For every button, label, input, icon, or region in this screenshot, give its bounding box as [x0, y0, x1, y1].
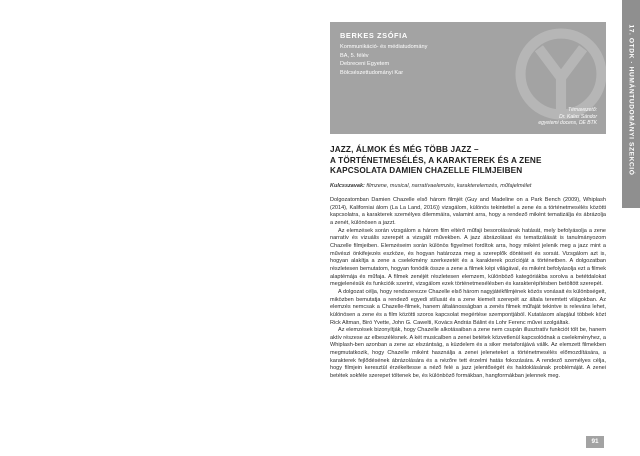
section-side-tab	[622, 0, 640, 208]
author-university: Debreceni Egyetem	[340, 61, 390, 68]
supervisor-info	[538, 107, 597, 127]
title-line: A TÖRTÉNETMESÉLÉS, A KARAKTEREK ÉS A ZENE	[330, 155, 542, 165]
supervisor-position: egyetemi docens, DE BTK	[538, 120, 597, 127]
author-field: Kommunikáció- és médiatudomány	[340, 44, 428, 50]
section-label: 17. OTDK · HUMÁNTUDOMÁNYI SZEKCIÓ	[627, 24, 635, 176]
author-semester: BA, 5. félév	[340, 52, 369, 59]
page-number: 91	[586, 436, 604, 448]
paragraph: Az elemzések bizonyítják, hogy Chazelle alkotásaiban a zene nem csupán illusztratív funkciót tölt be, hanem aktív részese az elbeszélésnek. A két musicalben a zenei betétek közvetlenül kapcsolódnak a cselekményhez, a Whiplash-ben azonban a zene az elszántság, a küzdelem és a siker metaforájává válik. Az elemzett filmekben megmutatkozik, hogy Chazelle miként használja a zenei jeleneteket a történetmesélés előmozdítására, a karakterek fejlődésének ábrázolására és a nézőre tett érzelmi hatás fokozására. A rendező személyes célja, hogy filmjein keresztül érzékeltesse a néző felé a jazz jelentőségét és haldoklásának problémáját. A zenei betétek sokféle szerepet töltenek be, és különböző formákban, hangformákban jelennek meg.	[330, 327, 606, 380]
article-title	[330, 145, 610, 177]
supervisor-name: Dr. Kalas Sándor	[559, 113, 597, 120]
keywords-text: filmzene, musical, narratívaelemzés, karakterelemzés, műfajelmélet	[366, 183, 532, 189]
title-line: JAZZ, ÁLMOK ÉS MÉG TÖBB JAZZ –	[330, 145, 479, 154]
title-line: KAPCSOLATA DAMIEN CHAZELLE FILMJEIBEN	[330, 166, 523, 176]
supervisor-label: Témavezető:	[568, 107, 597, 113]
keywords-label: Kulcsszavak:	[330, 183, 365, 189]
abstract-body	[330, 197, 606, 381]
author-faculty: Bölcsészettudományi Kar	[340, 69, 404, 76]
paragraph: Az elemzések során vizsgálom a három film eltérő műfaji besorolásának hatását, mely befolyásolja a zene narratív és vizuális szerepét a vizsgált művekben. A jazz ábrázolásat és tematizálását is tanulmányozom Chazelle filmjeiben. Elemzéseim során különös figyelmet fordítok arra, hogy miként jelenik meg a jazz mint a művészi önkifejezés eszköze, és hogyan határozza meg a szereplők döntéseit és sorsát. Vizsgálom azt is, hogyan alakítja a zene a cselekmény szerkezetét és a karakterek pozícióját a történetben. A dolgozatban részletesen bemutatom, hogyan fonódik össze a zene a filmek képi világával, és miként befolyásolja ezt a filmek alaptémája és műfaja. A filmek zenéjét részletesen elemzem, különböző kategóriákba sorolva a betétdalokat megjelenésük és funkcióik szerint, vizsgálom ezek történetmesélésben és karakterépítésben betöltött szerepét.	[330, 227, 606, 288]
keywords	[330, 183, 610, 190]
paragraph: A dolgozat célja, hogy rendszerezze Chazelle első három nagyjátékfilmjének közös vonásait és különbségeit, miközben bemutatja a rendező egyedi stílusát és a zene kiemelt szerepét az általa teremtett világokban. Az elemzés nemcsak a Chazelle-filmek, hanem általánosságban a zenés filmek műfaját tekintve is releváns lehet, különösen a zene és a film közötti szoros kapcsolat megértése szempontjából. Kutatásom alapjául többek közt Rick Altman, Biró Yvette, John G. Cawelti, Kovács András Bálint és Lohr Ferenc művei szolgáltak.	[330, 288, 606, 326]
author-name: BERKES ZSÓFIA	[340, 31, 408, 40]
author-info	[340, 43, 427, 77]
author-box	[330, 22, 606, 134]
paragraph: Dolgozatomban Damien Chazelle első három filmjét (Guy and Madeline on a Park Bench (2009), Whiplash (2014), Kaliforniai álom (La La Land, 2016)) vizsgálom, különös tekintettel a zene és a történetmesélés közötti kapcsolatra, a karakterek személyes dilemmáira, valamint arra, hogy a rendező miként tematizálja és ábrázolja a zenét, különösen a jazzt.	[330, 197, 606, 226]
